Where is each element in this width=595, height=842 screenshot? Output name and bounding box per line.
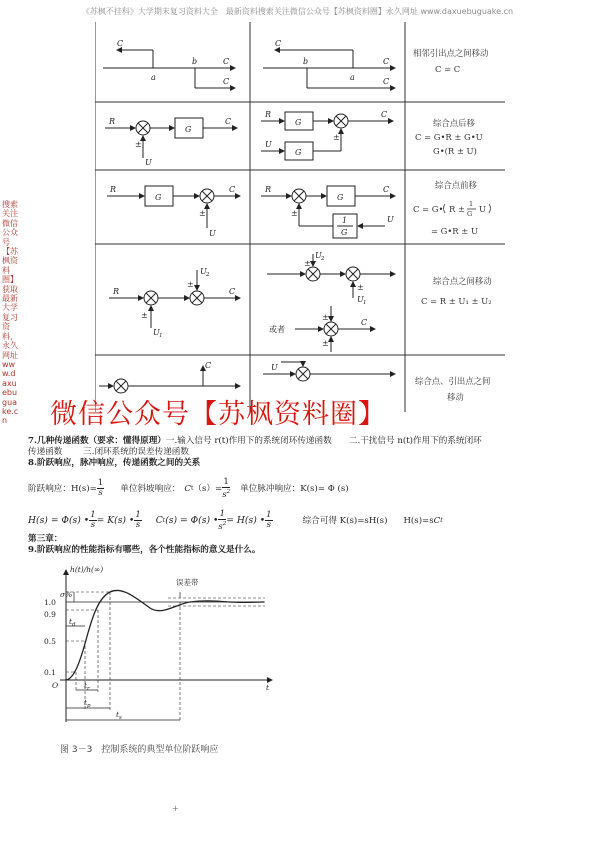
- overshoot-label: σ%: [60, 590, 73, 599]
- section-9-title: 9.阶跃响应的性能指标有哪些，各个性能指标的意义是什么。: [28, 545, 261, 555]
- label-c: C: [225, 117, 232, 126]
- step-response-label: 阶跃响应：: [28, 483, 71, 494]
- label-u: U: [387, 215, 394, 224]
- rule-row3-eq-a: C = G•: [413, 204, 444, 214]
- label-c: C: [223, 57, 230, 66]
- rule-row4-eq: C = R ± U₁ ± U₂: [421, 296, 492, 306]
- step-response-figure: [40, 562, 280, 732]
- label-r: R: [110, 185, 117, 194]
- label-c: C: [383, 185, 390, 194]
- td-sub: d: [72, 622, 76, 628]
- label-r: R: [113, 287, 120, 296]
- step-response-curve: [66, 590, 264, 680]
- pm-sign: ±: [135, 140, 142, 149]
- conclusion-text: 综合可得 K(s)=sH(s): [302, 515, 388, 526]
- huozhe-label: 或者: [269, 325, 285, 334]
- error-band-label: 误差带: [176, 578, 199, 587]
- subscript: 1: [159, 333, 163, 339]
- rule-row2-eq: C = G•R ± G•U: [415, 132, 483, 142]
- label-u1: U: [153, 328, 160, 337]
- label-r: R: [265, 110, 272, 119]
- rule-row3-frac-den: G: [467, 210, 473, 218]
- t-subscript: t: [190, 484, 194, 492]
- section-7-text: 一.输入信号 r(t)作用下的系统闭环传递函数 二.干扰信号 n(t)作用下的系统闭环: [165, 436, 482, 446]
- h-eq: H(s)=: [70, 483, 97, 494]
- page-header-banner: 《苏枫不挂科》大学期末复习资料大全 最新资料搜索关注微信公众号【苏枫资料圈】永久网址 www.daxuebuguake.cn: [81, 7, 514, 16]
- pm-sign: ±: [141, 311, 148, 320]
- rule-row4-title: 综合点之间移动: [433, 276, 492, 286]
- c-symbol: C: [155, 514, 163, 526]
- label-c: C: [223, 77, 230, 86]
- pm-sign: ±: [333, 133, 340, 142]
- fraction-1-over-s: $\frac{1}{s}$: [266, 510, 272, 531]
- label-c: C: [381, 110, 388, 119]
- rule-row1-eq: C = C: [435, 64, 461, 74]
- td-label: t: [69, 617, 73, 626]
- label-a: a: [151, 73, 156, 82]
- block-g-label: G: [185, 125, 192, 134]
- rule-row2-eq2: G•(R ± U): [433, 146, 477, 156]
- conclusion-text-2: H(s)=s: [403, 515, 434, 526]
- label-c: C: [361, 318, 368, 327]
- fraction-1-over-s2: $\frac{1}{s^2}$: [218, 509, 227, 532]
- label-u: U: [145, 158, 152, 167]
- rule-row3-eq2: = G•R ± U: [431, 226, 479, 236]
- subscript: 2: [206, 272, 210, 278]
- eq1-part-a: H(s) = Φ(s) •: [28, 514, 90, 526]
- pm-sign: ±: [322, 313, 329, 322]
- ts-label: t: [116, 710, 120, 719]
- t-subscript: t: [440, 516, 443, 524]
- rule-row5-title2: 移动: [447, 392, 464, 402]
- section-7-text-2b: 三.闭环系统的误差传递函数: [83, 447, 189, 457]
- section-7-line1: [28, 436, 482, 446]
- label-c: C: [117, 39, 124, 48]
- ts-sub: s: [119, 715, 122, 721]
- section-8-responses: [28, 478, 349, 500]
- block-g-label: G: [295, 148, 302, 157]
- c-arg: （s）=: [193, 483, 223, 494]
- section-8-equations: [28, 510, 443, 532]
- c-symbol: C: [433, 515, 441, 526]
- rule-row2-title: 综合点后移: [433, 118, 475, 128]
- y-tick-0.9: 0.9: [44, 610, 56, 619]
- tp-sub: p: [87, 703, 91, 709]
- ramp-response-label: 单位斜坡响应：: [120, 483, 181, 494]
- rule-row3-title: 综合点前移: [435, 180, 477, 190]
- one-over-g-num: 1: [342, 216, 348, 225]
- tr-label: t: [84, 681, 88, 690]
- label-b: b: [192, 57, 198, 66]
- rule-row3-eq-b: R ±: [449, 204, 465, 214]
- eq2-part-a: (s) = Φ(s) •: [165, 514, 219, 526]
- side-promo-note: 搜索关注微信公众号【苏枫资料圈】获取最新大学复习资料，永久网址 www.daxuebuguake.cn: [2, 200, 19, 426]
- impulse-response-label: 单位脉冲响应：: [240, 483, 301, 494]
- origin-label: O: [52, 681, 59, 690]
- label-c: C: [383, 77, 390, 86]
- section-7-line2: [28, 447, 189, 457]
- tp-label: t: [84, 698, 88, 707]
- eq2-part-b: = H(s) •: [226, 514, 266, 526]
- pm-sign: ±: [304, 259, 311, 268]
- pm-sign: ±: [291, 209, 298, 218]
- label-c: C: [383, 57, 390, 66]
- y-tick-0.5: 0.5: [44, 637, 56, 646]
- rule-row1-title: 相邻引出点之间移动: [413, 48, 489, 58]
- t-subscript: t: [162, 516, 166, 524]
- label-c: C: [275, 39, 282, 48]
- fraction-1-over-s: $\frac{1}{s}$: [135, 510, 141, 531]
- block-g-label: G: [295, 118, 302, 127]
- rule-row5-title: 综合点、引出点之间: [415, 376, 491, 386]
- label-u1: U: [357, 295, 364, 304]
- block-diagram-transformation-table: [95, 22, 505, 412]
- pm-sign: ±: [322, 339, 329, 348]
- label-a: a: [350, 73, 355, 82]
- y-tick-0.1: 0.1: [44, 668, 56, 677]
- figure-caption: 图 3－3 控制系统的典型单位阶跃响应: [60, 745, 219, 755]
- label-u: U: [265, 140, 272, 149]
- x-axis-label: t: [266, 683, 270, 692]
- pm-sign: ±: [199, 209, 206, 218]
- label-b: b: [303, 57, 309, 66]
- label-u: U: [271, 363, 278, 372]
- label-u2: U: [200, 267, 207, 276]
- y-tick-1.0: 1.0: [44, 598, 56, 607]
- label-u: U: [209, 229, 216, 238]
- chapter-3-heading: 第三章：: [28, 534, 63, 544]
- y-axis-title: h(t)/h(∞): [70, 565, 104, 574]
- block-g-label: G: [155, 193, 162, 202]
- block-g-label: G: [337, 193, 344, 202]
- label-c: C: [229, 287, 236, 296]
- fraction-1-over-s: $\frac{1}{s}$: [97, 478, 104, 499]
- section-7-text-2a: 传递函数: [28, 447, 63, 457]
- rule-row3-eq-c: U: [479, 204, 487, 214]
- tr-sub: r: [87, 686, 90, 692]
- k-eq: K(s)= Φ (s): [300, 483, 349, 494]
- label-c: C: [229, 185, 236, 194]
- red-watermark: 微信公众号【苏枫资料圈】: [50, 399, 386, 430]
- one-over-g-den: G: [341, 228, 348, 237]
- fraction-1-over-s2: $\frac{1}{s^2}$: [222, 477, 231, 500]
- label-u2: U: [315, 251, 322, 260]
- footer-mark: +: [172, 804, 179, 813]
- label-r: R: [265, 185, 272, 194]
- section-8-title: 8.阶跃响应，脉冲响应，传递函数之间的关系: [28, 458, 201, 468]
- fraction-1-over-s: $\frac{1}{s}$: [90, 510, 96, 531]
- rule-row3-frac-num: 1: [469, 200, 474, 208]
- label-c: C: [205, 361, 212, 370]
- label-r: R: [109, 117, 116, 126]
- c-symbol: C: [184, 483, 191, 494]
- pm-sign: ±: [357, 283, 364, 292]
- section-7-title: 7.几种传递函数（要求：懂得原理）: [28, 436, 166, 446]
- eq1-part-b: = K(s) •: [96, 514, 135, 526]
- subscript: 1: [363, 300, 367, 306]
- pm-sign: ±: [187, 280, 194, 289]
- subscript: 2: [321, 256, 325, 262]
